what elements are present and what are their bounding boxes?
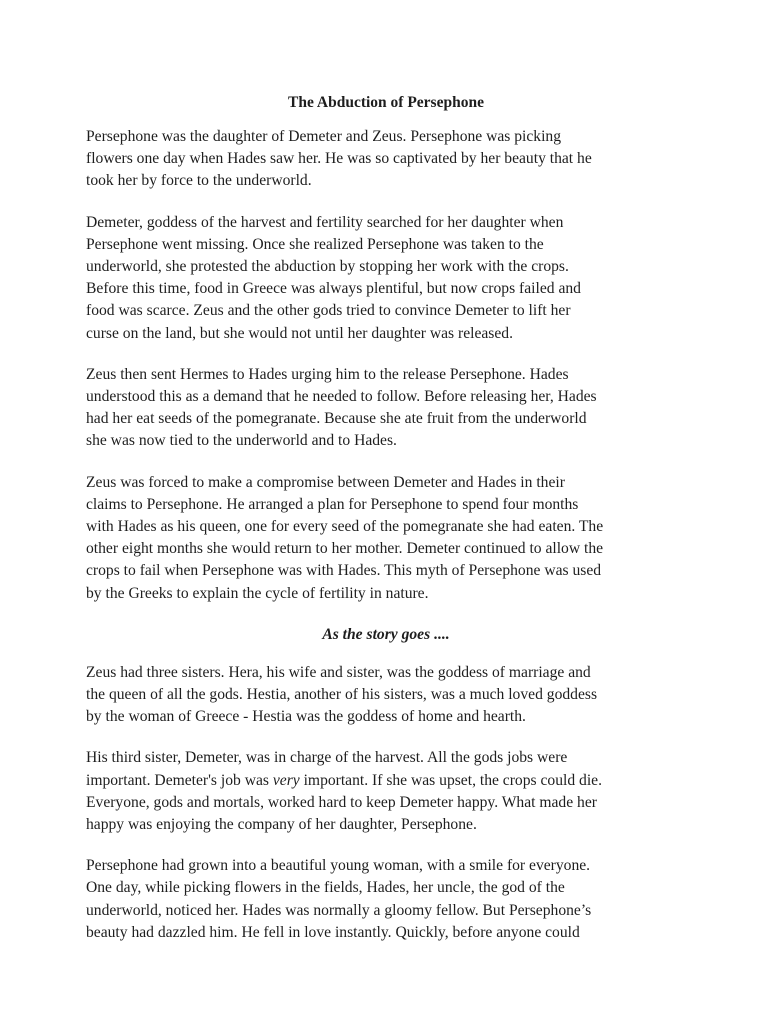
text-line: the queen of all the gods. Hestia, another of his sisters, was a much loved goddess [86,686,598,704]
paragraph-persephone-hades [86,855,686,944]
text-line: had her eat seeds of the pomegranate. Because she ate fruit from the underworld [86,410,587,428]
paragraph-intro [86,126,686,193]
text-line: Demeter, goddess of the harvest and fertility searched for her daughter when [86,213,564,231]
text-line: by the woman of Greece - Hestia was the goddess of home and hearth. [86,708,526,726]
document-title: The Abduction of Persephone [288,94,484,111]
text-line: she was now tied to the underworld and to Hades. [86,432,397,450]
text-line: happy was enjoying the company of her daughter, Persephone. [86,816,477,834]
text-line: One day, while picking flowers in the fields, Hades, her uncle, the god of the [86,879,565,897]
text-line: took her by force to the underworld. [86,172,312,190]
text-line: Persephone was the daughter of Demeter and Zeus. Persephone was picking [86,128,562,145]
text-line: underworld, she protested the abduction by stopping her work with the crops. [86,258,569,276]
text-line: Zeus was forced to make a compromise between Demeter and Hades in their [86,473,565,491]
emphasized-word: very [272,771,300,789]
text-line: food was scarce. Zeus and the other gods tried to convince Demeter to lift her [86,302,571,320]
text-segment: important. Demeter's job was [86,771,273,789]
section-subheading: As the story goes .... [322,625,450,643]
text-line: claims to Persephone. He arranged a plan for Persephone to spend four months [86,495,579,513]
text-line: with Hades as his queen, one for every seed of the pomegranate she had eaten. The [86,518,604,536]
text-line: curse on the land, but she would not until her daughter was released. [86,324,513,342]
text-line: by the Greeks to explain the cycle of fertility in nature. [86,584,429,602]
text-line: underworld, noticed her. Hades was normally a gloomy fellow. But Persephone’s [86,901,592,919]
text-line: Persephone had grown into a beautiful young woman, with a smile for everyone. [86,857,591,875]
text-line: understood this as a demand that he needed to follow. Before releasing her, Hades [86,388,597,406]
paragraph-hermes [86,364,686,453]
text-line: Zeus had three sisters. Hera, his wife and sister, was the goddess of marriage and [86,663,591,681]
text-line: beauty had dazzled him. He fell in love instantly. Quickly, before anyone could [86,923,580,941]
text-line: Before this time, food in Greece was always plentiful, but now crops failed and [86,280,581,298]
text-line: Zeus then sent Hermes to Hades urging him to the release Persephone. Hades [86,365,569,383]
text-line: His third sister, Demeter, was in charge of the harvest. All the gods jobs were [86,749,568,767]
text-line [86,770,686,792]
paragraph-zeus-sisters [86,662,686,729]
paragraph-demeter-search [86,212,686,345]
text-segment: important. If she was upset, the crops could die. [299,771,602,789]
document-body [86,93,686,963]
text-line: crops to fail when Persephone was with Hades. This myth of Persephone was used [86,562,602,580]
paragraph-demeter-harvest [86,747,686,836]
text-line: flowers one day when Hades saw her. He was so captivated by her beauty that he [86,150,592,168]
paragraph-compromise [86,472,686,605]
text-line: Everyone, gods and mortals, worked hard to keep Demeter happy. What made her [86,793,597,811]
text-line: other eight months she would return to her mother. Demeter continued to allow the [86,540,604,558]
text-line: Persephone went missing. Once she realized Persephone was taken to the [86,235,544,253]
